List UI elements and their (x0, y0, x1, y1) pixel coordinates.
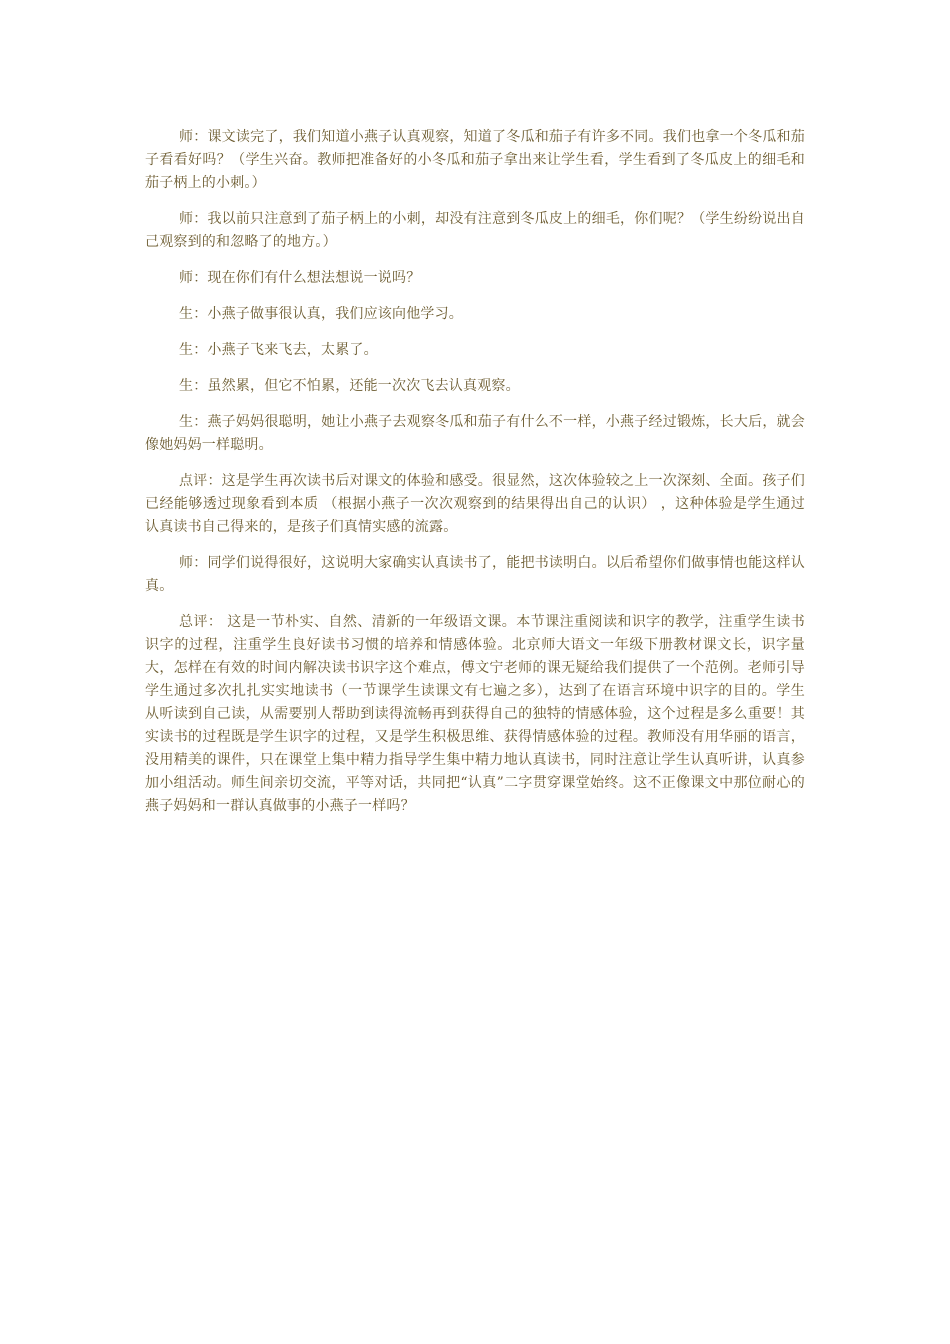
paragraph-student-2: 生：小燕子飞来飞去，太累了。 (179, 342, 378, 358)
paragraph-student-1: 生：小燕子做事很认真，我们应该向他学习。 (179, 306, 463, 322)
paragraph-teacher-4: 师：同学们说得很好，这说明大家确实认真读书了，能把书读明白。以后希望你们做事情也能这样认真。 (145, 555, 805, 594)
document-body (145, 126, 805, 831)
paragraph-comment: 点评：这是学生再次读书后对课文的体验和感受。很显然，这次体验较之上一次深刻、全面。孩子们已经能够透过现象看到本质 （根据小燕子一次次观察到的结果得出自己的认识） ，这种体验是学生通过认真读书自己得来的，是孩子们真情实感的流露。 (145, 473, 805, 535)
paragraph-student-4: 生：燕子妈妈很聪明，她让小燕子去观察冬瓜和茄子有什么不一样，小燕子经过锻炼，长大后，就会像她妈妈一样聪明。 (145, 414, 805, 453)
paragraph-teacher-1: 师：课文读完了，我们知道小燕子认真观察，知道了冬瓜和茄子有许多不同。我们也拿一个冬瓜和茄子看看好吗？（学生兴奋。教师把准备好的小冬瓜和茄子拿出来让学生看，学生看到了冬瓜皮上的细毛和茄子柄上的小刺。） (145, 129, 805, 191)
paragraph-teacher-2: 师：我以前只注意到了茄子柄上的小刺，却没有注意到冬瓜皮上的细毛，你们呢？（学生纷纷说出自己观察到的和忽略了的地方。） (145, 211, 805, 250)
paragraph-teacher-3: 师：现在你们有什么想法想说一说吗？ (179, 270, 421, 286)
paragraph-student-3: 生：虽然累，但它不怕累，还能一次次飞去认真观察。 (179, 378, 520, 394)
paragraph-summary: 总评： 这是一节朴实、自然、清新的一年级语文课。本节课注重阅读和识字的教学，注重学生读书识字的过程，注重学生良好读书习惯的培养和情感体验。北京师大语文一年级下册教材课文长，识字量大，怎样在有效的时间内解决读书识字这个难点，傅文宁老师的课无疑给我们提供了一个范例。老师引导学生通过多次扎扎实实地读书（一节课学生读课文有七遍之多），达到了在语言环境中识字的目的。学生从听读到自己读，从需要别人帮助到读得流畅再到获得自己的独特的情感体验，这个过程是多么重要！其实读书的过程既是学生识字的过程，又是学生积极思维、获得情感体验的过程。教师没有用华丽的语言，没用精美的课件，只在课堂上集中精力指导学生集中精力地认真读书，同时注意让学生认真听讲，认真参加小组活动。师生间亲切交流，平等对话，共同把“认真”二字贯穿课堂始终。这不正像课文中那位耐心的燕子妈妈和一群认真做事的小燕子一样吗？ (145, 614, 805, 814)
